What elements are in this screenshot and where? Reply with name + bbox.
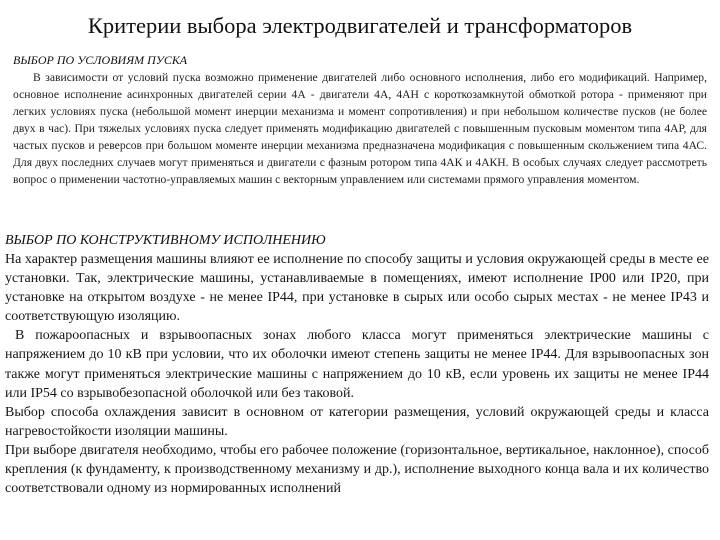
section-heading-start-conditions: ВЫБОР ПО УСЛОВИЯМ ПУСКА [13,53,188,67]
paragraph-explosive-zones: В пожароопасных и взрывоопасных зонах любого класса могут применяться электрические машины с напряжением до 10 кВ при условии, что их оболочки имеют степень защиты не менее IP44. Для взрывоопасных зон также могут применяться электрические машины с напряжением до 10 кВ, если уровень их защиты не менее IP44 или IP54 со взрывобезопасной оболочкой или без таковой. [5,328,709,401]
section-start-conditions [13,52,707,188]
section-construction [5,232,709,498]
page-title: Критерии выбора электродвигателей и трансформаторов [87,13,633,38]
paragraph-start-conditions: В зависимости от условий пуска возможно применение двигателей либо основного исполнения, либо его модификаций. Например, основное исполнение асинхронных двигателей серии 4А - двигатели 4А, 4АН с короткозамкнутой обмоткой ротора - применяют при легких условиях пуска (небольшой момент инерции механизма и момент сопротивления) и при небольшом количестве пусков (не более двух в час). При тяжелых условиях пуска следует применять модификацию двигателей с повышенным пусковым моментом типа 4АР, для частых пусков и реверсов при большом моменте инерции механизма предназначена модификация с повышенным скольжением типа 4АС. Для двух последних случаев могут применяться и двигатели с фазным ротором типа 4АК и 4АКН. В особых случаях следует рассмотреть вопрос о применении частотно-управляемых машин с векторным управлением или системами прямого управления моментом. [13,71,707,186]
paragraph-cooling: Выбор способа охлаждения зависит в основном от категории размещения, условий окружающей среды и класса нагревостойкости изоляции машины. [5,404,709,439]
paragraph-protection: На характер размещения машины влияют ее исполнение по способу защиты и условия окружающей среды в месте ее установки. Так, электрические машины, устанавливаемые в помещениях, имеют исполнение IP00 или IP20, при установке на открытом воздухе - не менее IP44, при установке в сырых или особо сырых местах - не менее IP43 и соответствующую изоляцию. [5,252,709,325]
paragraph-mounting: При выборе двигателя необходимо, чтобы его рабочее положение (горизонтальное, вертикальное, наклонное), способ крепления (к фундаменту, к производственному механизму и др.), исполнение выходного конца вала и их количество соответствовали одному из нормированных исполнений [5,442,709,497]
section-heading-construction: ВЫБОР ПО КОНСТРУКТИВНОМУ ИСПОЛНЕНИЮ [5,233,326,248]
